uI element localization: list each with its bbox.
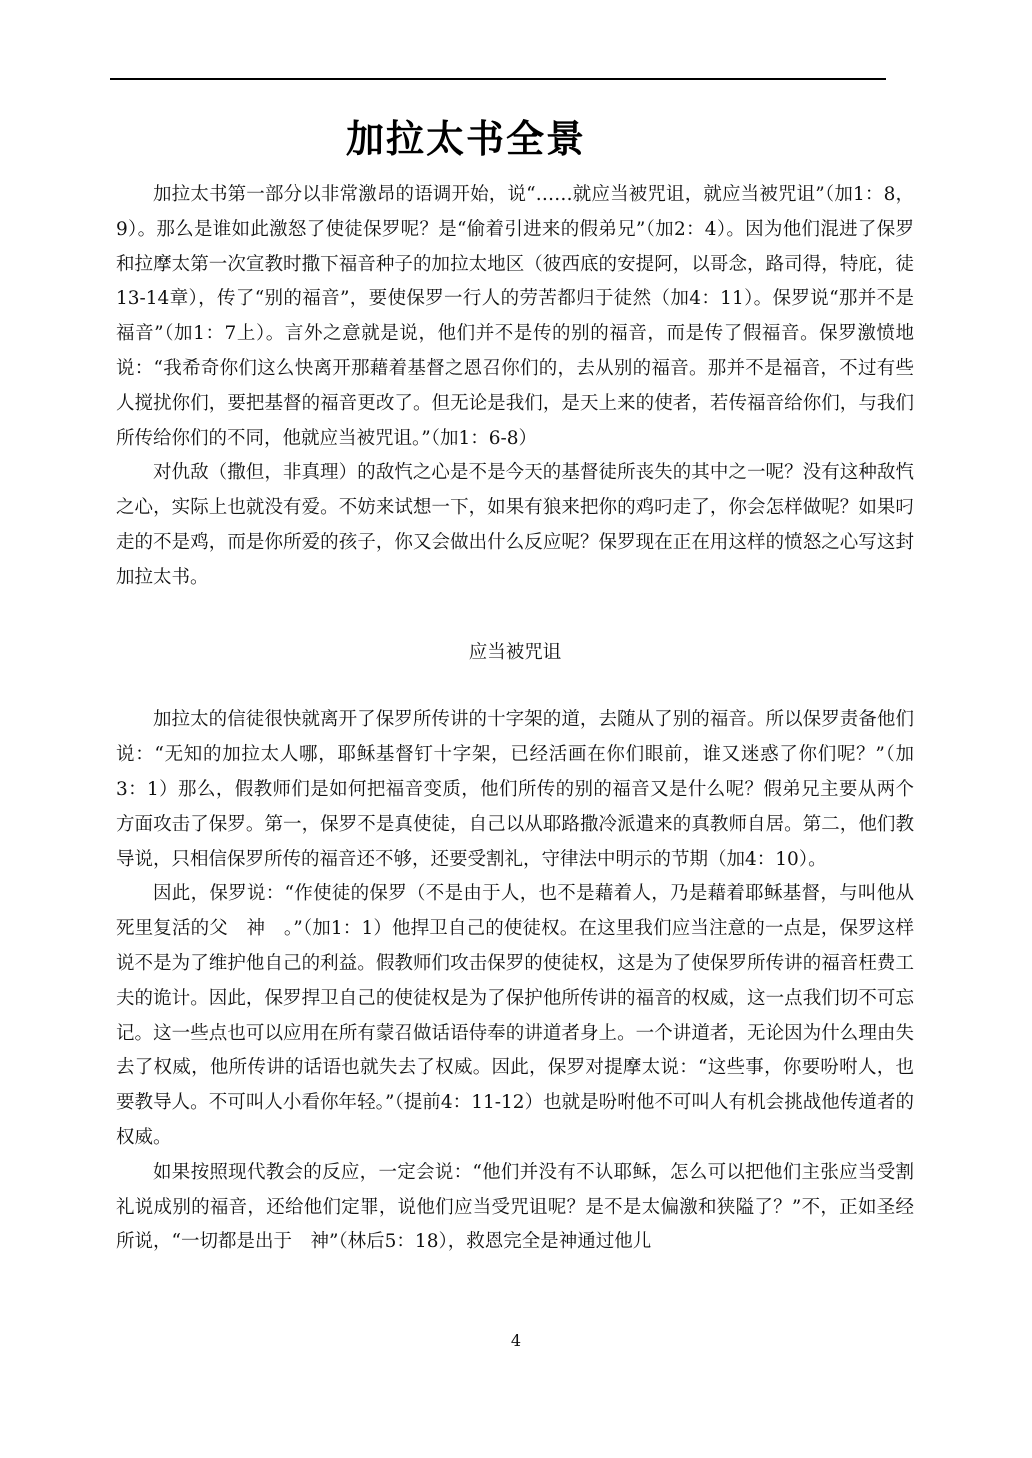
section-heading: 应当被咒诅	[468, 641, 562, 663]
body-paragraph: 如果按照现代教会的反应，一定会说：“他们并没有不认耶稣，怎么可以把他们主张应当受割礼说成别的福音，还给他们定罪，说他们应当受咒诅呢？是不是太偏激和狭隘了？”不，正如圣经所说，“一切都是出于 神”（林后5：18），救恩完全是神通过他儿	[116, 1161, 914, 1253]
document-body	[116, 178, 914, 1260]
body-paragraph: 加拉太书第一部分以非常激昂的语调开始，说“……就应当被咒诅，就应当被咒诅”（加1：8，9）。那么是谁如此激怒了使徒保罗呢？是“偷着引进来的假弟兄”（加2：4）。因为他们混进了保罗和拉摩太第一次宣教时撒下福音种子的加拉太地区（彼西底的安提阿，以哥念，路司得，特庇，徒13-14章），传了“别的福音”，要使保罗一行人的劳苦都归于徒然（加4：11）。保罗说“那并不是福音”（加1：7上）。言外之意就是说，他们并不是传的别的福音，而是传了假福音。保罗激愤地说：“我希奇你们这么快离开那藉着基督之恩召你们的，去从别的福音。那并不是福音，不过有些人搅扰你们，要把基督的福音更改了。但无论是我们，是天上来的使者，若传福音给你们，与我们所传给你们的不同，他就应当被咒诅。”（加1：6-8）	[116, 184, 914, 449]
header-rule	[110, 78, 886, 80]
body-paragraph: 因此，保罗说：“作使徒的保罗（不是由于人，也不是藉着人，乃是藉着耶稣基督，与叫他从死里复活的父 神 。”（加1：1）他捍卫自己的使徒权。在这里我们应当注意的一点是，保罗这样说不是为了维护他自己的利益。假教师们攻击保罗的使徒权，这是为了使保罗所传讲的福音枉费工夫的诡计。因此，保罗捍卫自己的使徒权是为了保护他所传讲的福音的权威，这一点我们切不可忘记。这一些点也可以应用在所有蒙召做话语侍奉的讲道者身上。一个讲道者，无论因为什么理由失去了权威，他所传讲的话语也就失去了权威。因此，保罗对提摩太说：“这些事，你要吩咐人，也要教导人。不可叫人小看你年轻。”（提前4：11-12）也就是吩咐他不可叫人有机会挑战他传道者的权威。	[116, 883, 914, 1148]
page-number: 4	[510, 1331, 522, 1350]
page-title: 加拉太书全景	[345, 117, 586, 162]
body-paragraph: 加拉太的信徒很快就离开了保罗所传讲的十字架的道，去随从了别的福音。所以保罗责备他们说：“无知的加拉太人哪，耶稣基督钉十字架，已经活画在你们眼前，谁又迷惑了你们呢？”（加3：1）那么，假教师们是如何把福音变质，他们所传的别的福音又是什么呢？假弟兄主要从两个方面攻击了保罗。第一，保罗不是真使徒，自己以从耶路撒冷派遣来的真教师自居。第二，他们教导说，只相信保罗所传的福音还不够，还要受割礼，守律法中明示的节期（加4：10）。	[116, 709, 914, 870]
body-paragraph: 对仇敌（撒但，非真理）的敌忾之心是不是今天的基督徒所丧失的其中之一呢？没有这种敌忾之心，实际上也就没有爱。不妨来试想一下，如果有狼来把你的鸡叼走了，你会怎样做呢？如果叼走的不是鸡，而是你所爱的孩子，你又会做出什么反应呢？保罗现在正在用这样的愤怒之心写这封加拉太书。	[116, 462, 914, 588]
